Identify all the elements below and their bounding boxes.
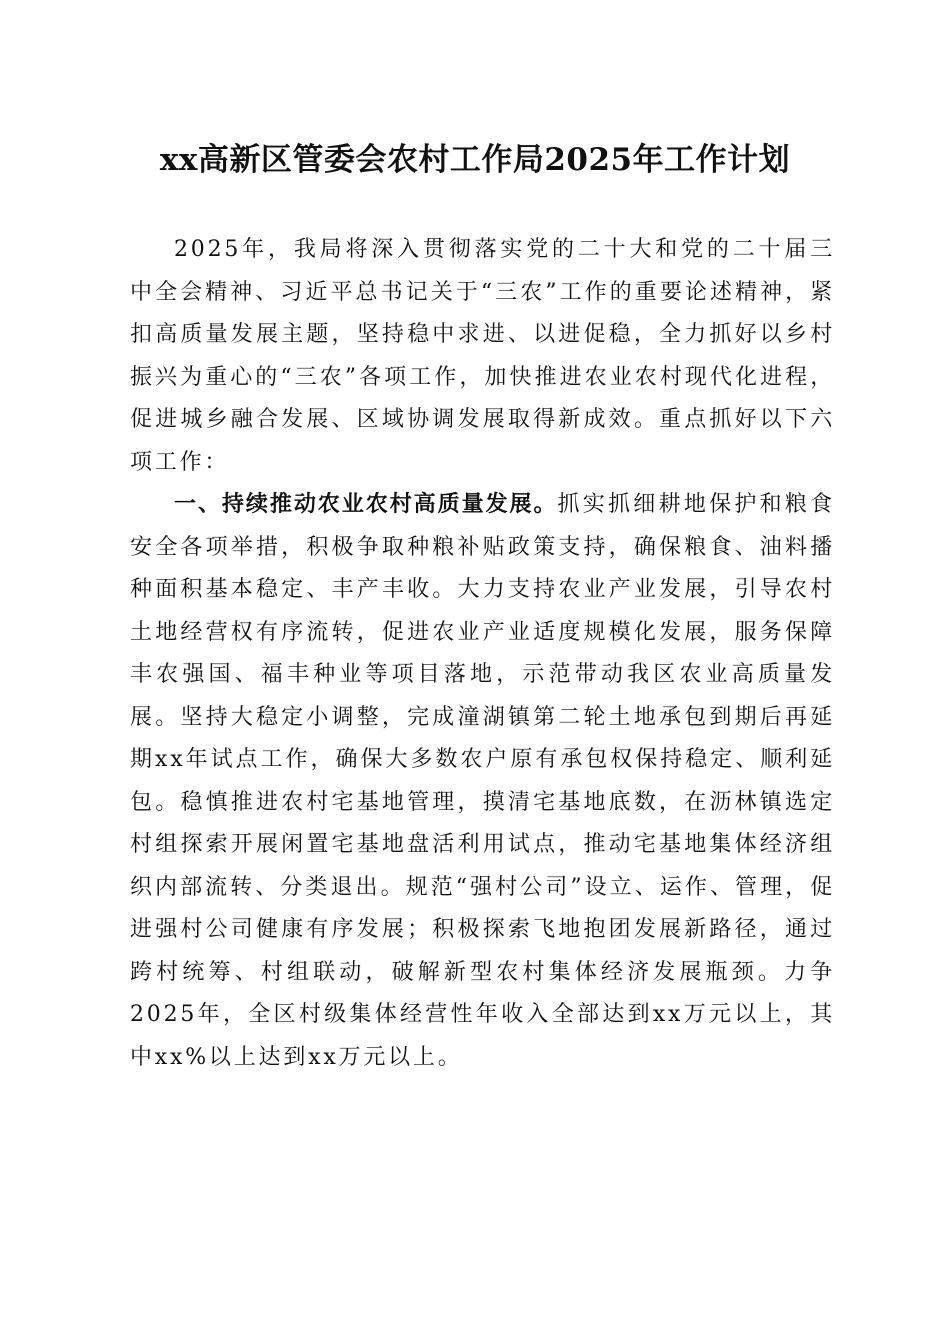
section-one-paragraph — [130, 484, 835, 1079]
document-title: xx高新区管委会农村工作局2025年工作计划 — [159, 142, 791, 178]
document-body — [130, 229, 835, 1079]
section-one-heading: 一、持续推动农业农村高质量发展。 — [174, 492, 558, 517]
intro-paragraph — [130, 229, 835, 484]
intro-paragraph-text: 2025年，我局将深入贯彻落实党的二十大和党的二十届三中全会精神、习近平总书记关于“三农”工作的重要论述精神，紧扣高质量发展主题，坚持稳中求进、以进促稳，全力抓好以乡村振兴为重心的“三农”各项工作，加快推进农业农村现代化进程，促进城乡融合发展、区域协调发展取得新成效。重点抓好以下六项工作： — [130, 237, 835, 475]
section-one-text: 抓实抓细耕地保护和粮食安全各项举措，积极争取种粮补贴政策支持，确保粮食、油料播种面积基本稳定、丰产丰收。大力支持农业产业发展，引导农村土地经营权有序流转，促进农业产业适度规模化发展，服务保障丰农强国、福丰种业等项目落地，示范带动我区农业高质量发展。坚持大稳定小调整，完成潼湖镇第二轮土地承包到期后再延期xx年试点工作，确保大多数农户原有承包权保持稳定、顺利延包。稳慎推进农村宅基地管理，摸清宅基地底数，在沥林镇选定村组探索开展闲置宅基地盘活利用试点，推动宅基地集体经济组织内部流转、分类退出。规范“强村公司”设立、运作、管理，促进强村公司健康有序发展；积极探索飞地抱团发展新路径，通过跨村统筹、村组联动，破解新型农村集体经济发展瓶颈。力争2025年，全区村级集体经营性年收入全部达到xx万元以上，其中xx%以上达到xx万元以上。 — [130, 492, 835, 1070]
